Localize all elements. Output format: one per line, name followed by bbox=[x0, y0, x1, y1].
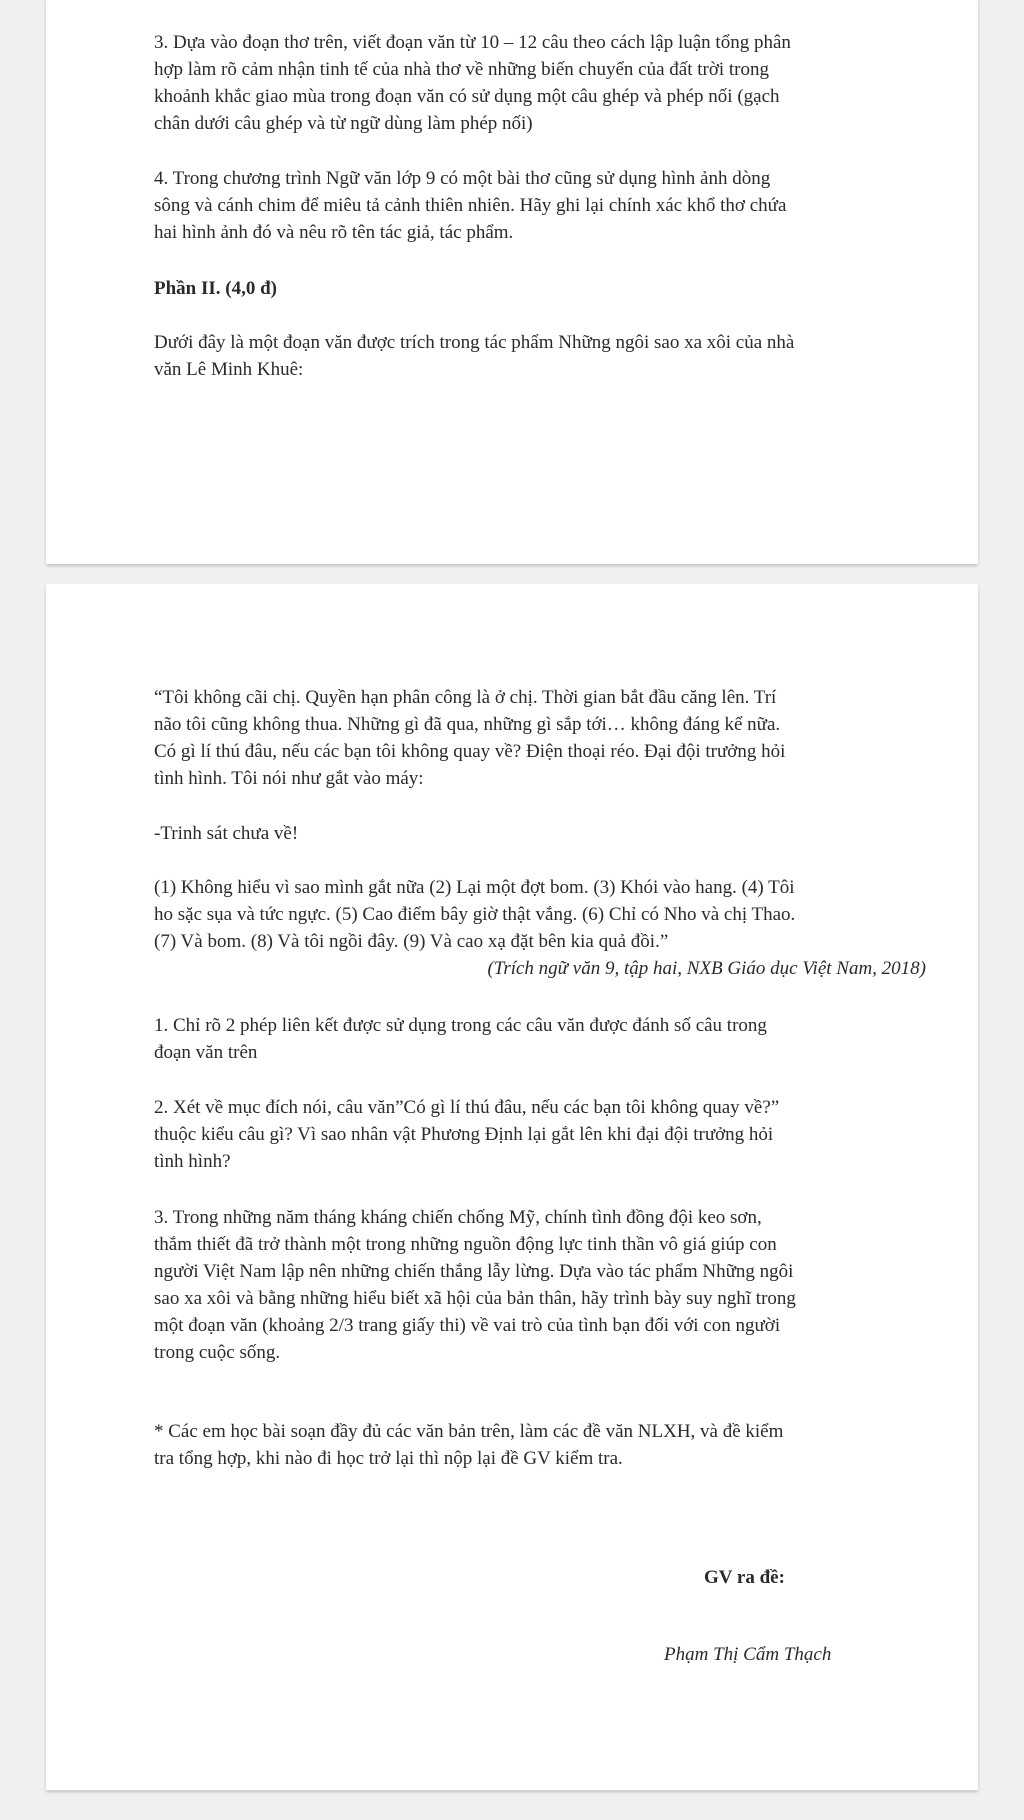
text-line: não tôi cũng không thua. Những gì đã qua, những gì sắp tới… không đáng kể nữa. bbox=[154, 714, 781, 735]
question-2-paragraph bbox=[154, 1094, 779, 1175]
source-citation: (Trích ngữ văn 9, tập hai, NXB Giáo dục Việt Nam, 2018) bbox=[487, 958, 926, 979]
text-line: (7) Và bom. (8) Và tôi ngồi đây. (9) Và cao xạ đặt bên kia quả đồi.” bbox=[154, 931, 669, 952]
text-line: * Các em học bài soạn đầy đủ các văn bản trên, làm các đề văn NLXH, và đề kiểm bbox=[154, 1421, 784, 1442]
excerpt-paragraph bbox=[154, 684, 785, 792]
question-3-paragraph bbox=[154, 29, 791, 137]
text-line: Có gì lí thú đâu, nếu các bạn tôi không quay về? Điện thoại réo. Đại đội trưởng hỏi bbox=[154, 741, 786, 762]
text-line: 4. Trong chương trình Ngữ văn lớp 9 có một bài thơ cũng sử dụng hình ảnh dòng bbox=[154, 168, 771, 189]
text-line: người Việt Nam lập nên những chiến thắng lẫy lừng. Dựa vào tác phẩm Những ngôi bbox=[154, 1261, 794, 1282]
numbered-sentences bbox=[154, 874, 795, 955]
text-line: 3. Dựa vào đoạn thơ trên, viết đoạn văn từ 10 – 12 câu theo cách lập luận tổng phân bbox=[154, 32, 791, 53]
text-line: sao xa xôi và bằng những hiểu biết xã hội của bản thân, hãy trình bày suy nghĩ trong bbox=[154, 1288, 796, 1309]
text-line: trong cuộc sống. bbox=[154, 1342, 281, 1363]
text-line: 3. Trong những năm tháng kháng chiến chống Mỹ, chính tình đồng đội keo sơn, bbox=[154, 1207, 762, 1228]
text-line: sông và cánh chim để miêu tả cảnh thiên nhiên. Hãy ghi lại chính xác khổ thơ chứa bbox=[154, 195, 787, 216]
text-line: chân dưới câu ghép và từ ngữ dùng làm phép nối) bbox=[154, 113, 533, 134]
text-line: văn Lê Minh Khuê: bbox=[154, 359, 304, 380]
teacher-label: GV ra đề: bbox=[704, 1567, 785, 1588]
excerpt-intro bbox=[154, 329, 794, 383]
section-heading: Phần II. (4,0 đ) bbox=[154, 278, 277, 299]
text-line: tra tổng hợp, khi nào đi học trở lại thì nộp lại đề GV kiểm tra. bbox=[154, 1448, 623, 1469]
text-line: Dưới đây là một đoạn văn được trích trong tác phẩm Những ngôi sao xa xôi của nhà bbox=[154, 332, 795, 353]
question-3-paragraph bbox=[154, 1204, 796, 1366]
text-line: tình hình? bbox=[154, 1151, 231, 1172]
document-page-1 bbox=[46, 0, 978, 564]
question-4-paragraph bbox=[154, 165, 786, 246]
text-line: 2. Xét về mục đích nói, câu văn”Có gì lí thú đâu, nếu các bạn tôi không quay về?” bbox=[154, 1097, 780, 1118]
text-line: đoạn văn trên bbox=[154, 1042, 258, 1063]
text-line: thắm thiết đã trở thành một trong những nguồn động lực tinh thần vô giá giúp con bbox=[154, 1234, 777, 1255]
dialogue-line: -Trinh sát chưa về! bbox=[154, 823, 299, 844]
teacher-name: Phạm Thị Cẩm Thạch bbox=[664, 1644, 832, 1665]
text-line: hai hình ảnh đó và nêu rõ tên tác giả, tác phẩm. bbox=[154, 222, 514, 243]
text-line: hợp làm rõ cảm nhận tinh tế của nhà thơ về những biến chuyển của đất trời trong bbox=[154, 59, 770, 80]
text-line: tình hình. Tôi nói như gắt vào máy: bbox=[154, 768, 424, 789]
question-1-paragraph bbox=[154, 1012, 767, 1066]
text-line: (1) Không hiểu vì sao mình gắt nữa (2) Lại một đợt bom. (3) Khói vào hang. (4) Tôi bbox=[154, 877, 795, 898]
document-page-2 bbox=[46, 584, 978, 1790]
text-line: khoảnh khắc giao mùa trong đoạn văn có sử dụng một câu ghép và phép nối (gạch bbox=[154, 86, 780, 107]
text-line: thuộc kiểu câu gì? Vì sao nhân vật Phương Định lại gắt lên khi đại đội trưởng hỏi bbox=[154, 1124, 774, 1145]
text-line: một đoạn văn (khoảng 2/3 trang giấy thi) về vai trò của tình bạn đối với con người bbox=[154, 1315, 781, 1336]
text-line: 1. Chỉ rõ 2 phép liên kết được sử dụng trong các câu văn được đánh số câu trong bbox=[154, 1015, 767, 1036]
homework-note bbox=[154, 1418, 783, 1472]
text-line: “Tôi không cãi chị. Quyền hạn phân công là ở chị. Thời gian bắt đầu căng lên. Trí bbox=[154, 687, 777, 708]
text-line: ho sặc sụa và tức ngực. (5) Cao điểm bây giờ thật vắng. (6) Chỉ có Nho và chị Thao. bbox=[154, 904, 796, 925]
